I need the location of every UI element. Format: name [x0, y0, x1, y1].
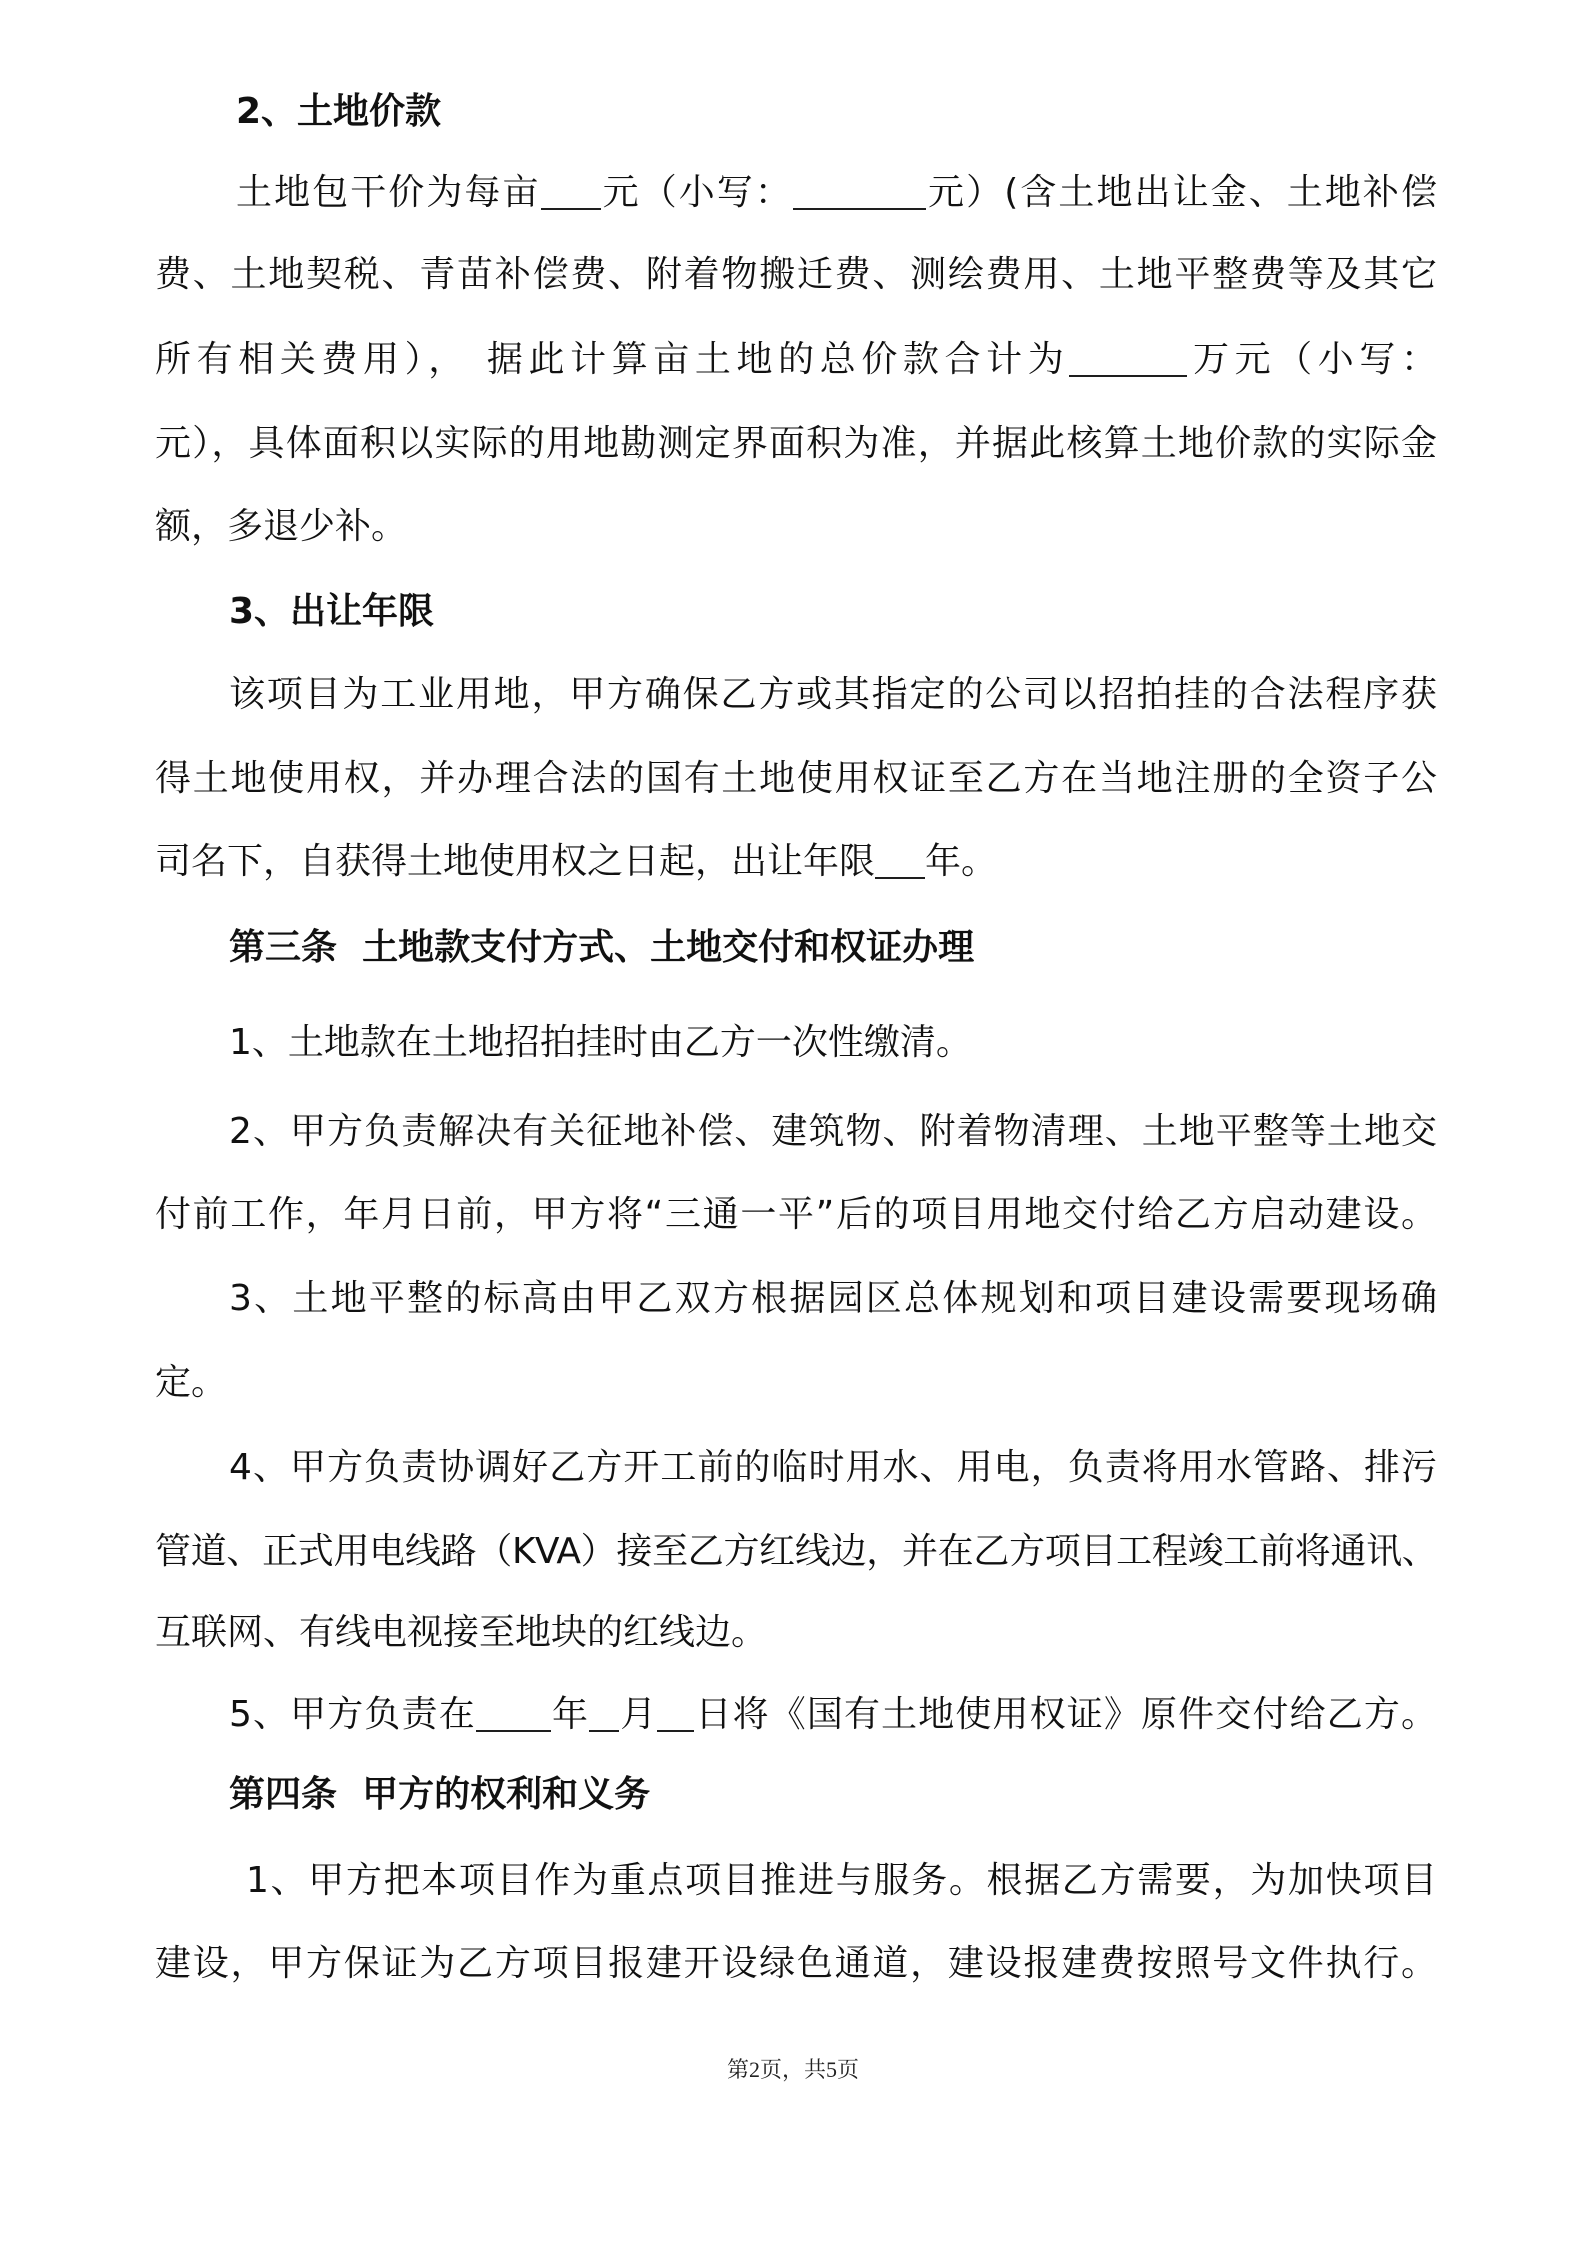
line-text: 付前工作，年月日前，甲方将“三通一平”后的项目用地交付给乙方启动建设。 — [155, 1194, 1437, 1235]
paragraph-line — [246, 1859, 1437, 1903]
section-heading-land-price: 2、土地价款 — [236, 91, 442, 132]
fill-in-blank — [541, 207, 601, 210]
line-text: 日将《国有土地使用权证》原件交付给乙方。 — [694, 1694, 1437, 1735]
line-text: 1、甲方把本项目作为重点项目推进与服务。根据乙方需要，为加快项目 — [246, 1860, 1437, 1901]
paragraph-line — [155, 1611, 767, 1655]
line-text: 3、土地平整的标高由甲乙双方根据园区总体规划和项目建设需要现场确 — [229, 1278, 1437, 1319]
paragraph-line — [229, 1446, 1437, 1490]
paragraph-line — [155, 1361, 227, 1405]
paragraph-line — [155, 505, 407, 549]
fill-in-blank — [589, 1729, 619, 1732]
page-number-footer: 第2页，共5页 — [726, 2057, 859, 2082]
line-text: 元（小写： — [600, 172, 793, 213]
line-text: 5、甲方负责在 — [229, 1694, 476, 1735]
paragraph-line — [155, 757, 1437, 801]
line-text: 所有相关费用）， 据此计算亩土地的总价款合计为 — [155, 339, 1070, 380]
line-text: 定。 — [155, 1362, 228, 1403]
fill-in-blank — [657, 1729, 694, 1732]
fill-in-blank — [476, 1729, 551, 1732]
paragraph-line — [155, 422, 1437, 466]
line-text: 月 — [619, 1694, 658, 1735]
line-text: 4、甲方负责协调好乙方开工前的临时用水、用电，负责将用水管路、排污 — [229, 1447, 1437, 1488]
line-text: 建设，甲方保证为乙方项目报建开设绿色通道，建设报建费按照号文件执行。 — [155, 1943, 1437, 1984]
line-text: 费、土地契税、青苗补偿费、附着物搬迁费、测绘费用、土地平整费等及其它 — [155, 254, 1437, 295]
line-text: 管道、正式用电线路（KVA）接至乙方红线边，并在乙方项目工程竣工前将通讯、 — [155, 1531, 1437, 1572]
line-text: 年 — [550, 1694, 590, 1735]
fill-in-blank — [793, 207, 926, 210]
paragraph-line — [229, 1021, 972, 1065]
paragraph-line — [229, 1110, 1437, 1154]
line-text: 元），具体面积以实际的用地勘测定界面积为准，并据此核算土地价款的实际金 — [155, 423, 1437, 464]
paragraph-line — [155, 253, 1437, 297]
line-text: 2、甲方负责解决有关征地补偿、建筑物、附着物清理、土地平整等土地交 — [229, 1111, 1437, 1152]
article-heading: 第三条 土地款支付方式、土地交付和权证办理 — [229, 927, 975, 968]
article-heading: 第四条 甲方的权利和义务 — [229, 1774, 651, 1815]
fill-in-blank — [1069, 374, 1187, 377]
line-text: 万元（小写： — [1187, 339, 1437, 380]
paragraph-line — [155, 1942, 1437, 1986]
line-text: 得土地使用权，并办理合法的国有土地使用权证至乙方在当地注册的全资子公 — [155, 758, 1437, 799]
section-heading-transfer-term: 3、出让年限 — [229, 591, 435, 632]
line-text: 额，多退少补。 — [155, 506, 408, 547]
paragraph-line — [155, 338, 1437, 382]
line-text: 该项目为工业用地，甲方确保乙方或其指定的公司以招拍挂的合法程序获 — [229, 674, 1437, 715]
line-text: 1、土地款在土地招拍挂时由乙方一次性缴清。 — [229, 1022, 972, 1063]
line-text: 元）(含土地出让金、土地补偿 — [925, 172, 1437, 213]
line-text: 司名下，自获得土地使用权之日起，出让年限 — [155, 841, 876, 882]
paragraph-line — [229, 1693, 1437, 1737]
line-text: 互联网、有线电视接至地块的红线边。 — [155, 1612, 768, 1653]
paragraph-line — [155, 1193, 1437, 1237]
paragraph-line — [229, 1277, 1437, 1321]
paragraph-line — [155, 840, 997, 884]
line-text: 年。 — [925, 841, 998, 882]
line-text: 土地包干价为每亩 — [236, 172, 541, 213]
paragraph-line — [236, 171, 1437, 215]
paragraph-line — [229, 673, 1437, 717]
paragraph-line — [155, 1530, 1437, 1574]
fill-in-blank — [875, 876, 925, 879]
